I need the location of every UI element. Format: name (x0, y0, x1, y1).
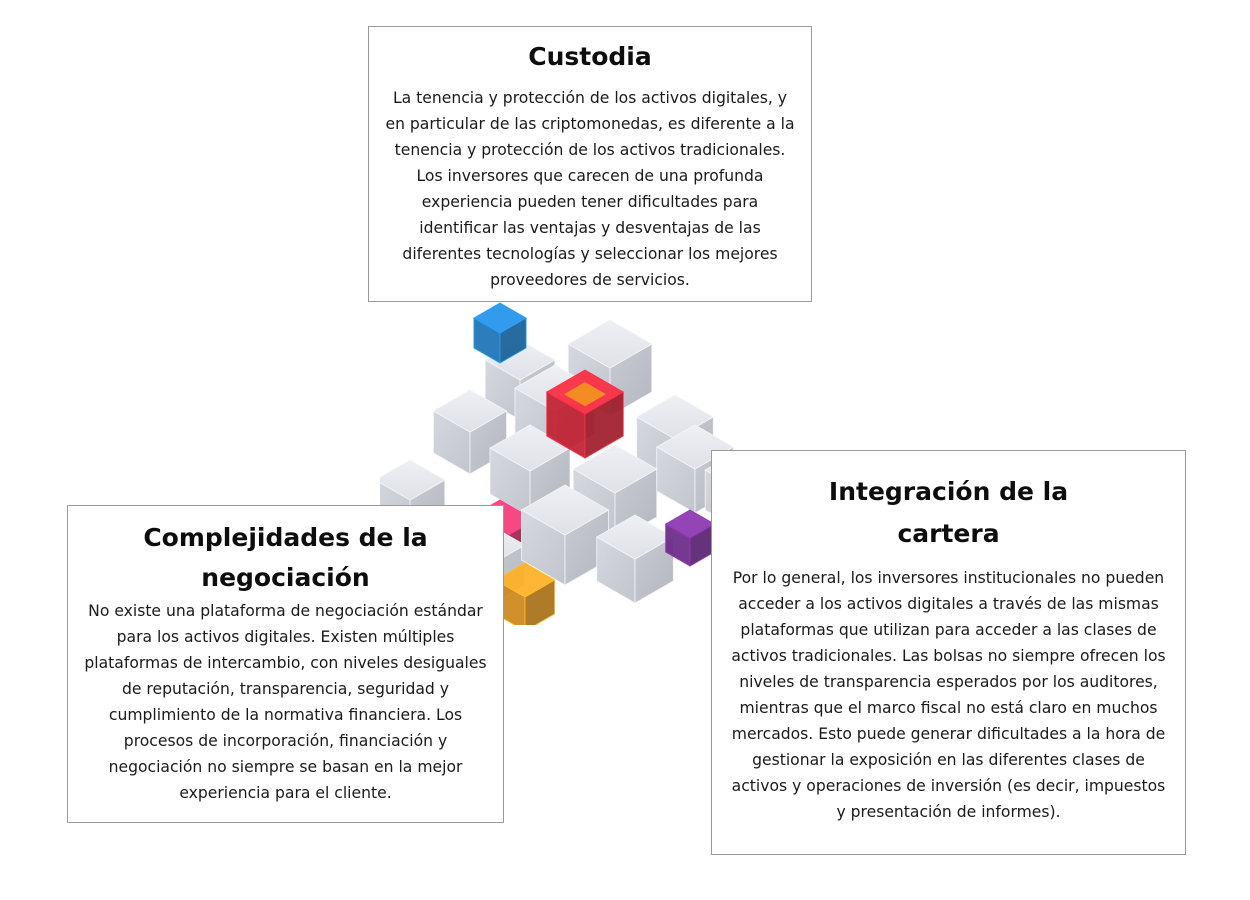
negociacion-body: No existe una plataforma de negociación estándar para los activos digitales. Existen múltiples plataformas de intercambio, con niveles desiguales de reputación, transparencia, seguridad y cumplimiento de la normativa financiera. Los procesos de incorporación, financiación y negociación no siempre se basan en la mejor experiencia para el cliente. (84, 602, 487, 802)
custodia-title: Custodia (528, 42, 652, 71)
negociacion-title: Complejidades de la negociación (143, 523, 428, 592)
negociacion-card (67, 505, 504, 823)
custodia-body: La tenencia y protección de los activos digitales, y en particular de las criptomonedas, es diferente a la tenencia y protección de los activos tradicionales. Los inversores que carecen de una profunda experiencia pueden tener dificultades para identificar las ventajas y desventajas de las diferentes tecnologías y seleccionar los mejores proveedores de servicios. (385, 89, 795, 289)
cartera-card (711, 450, 1186, 855)
cartera-body: Por lo general, los inversores institucionales no pueden acceder a los activos digitales a través de las mismas plataformas que utilizan para acceder a las clases de activos tradicionales. Las bolsas no siempre ofrecen los niveles de transparencia esperados por los auditores, mientras que el marco fiscal no está claro en muchos mercados. Esto puede generar dificultades a la hora de gestionar la exposición en las diferentes clases de activos y operaciones de inversión (es decir, impuestos y presentación de informes). (731, 569, 1166, 821)
custodia-card (368, 26, 812, 302)
cartera-title: Integración de la cartera (828, 477, 1069, 548)
